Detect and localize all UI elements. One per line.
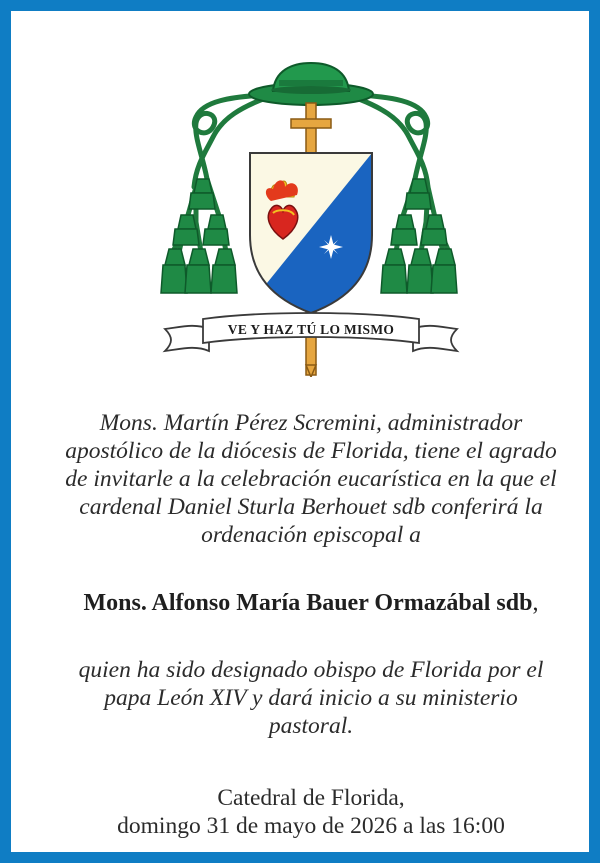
mission-line: pastoral. xyxy=(268,713,354,739)
honoree-name xyxy=(31,589,591,617)
intro-line: de invitarle a la celebración eucarística en la que el xyxy=(65,466,557,492)
galero-hat-icon xyxy=(249,63,373,105)
mission-line: quien ha sido designado obispo de Florida por el xyxy=(78,657,544,683)
event-details xyxy=(31,784,591,840)
shield xyxy=(246,147,376,317)
honoree-punct: , xyxy=(532,590,539,616)
tassel-icon xyxy=(381,179,457,293)
honoree-name-text: Mons. Alfonso María Bauer Ormazábal sdb xyxy=(83,590,533,616)
intro-line: Mons. Martín Pérez Scremini, administrador xyxy=(99,410,523,436)
invitation-intro xyxy=(31,409,591,549)
intro-line: cardenal Daniel Sturla Berhouet sdb conferirá la xyxy=(79,494,543,520)
coat-of-arms xyxy=(151,47,471,377)
event-datetime: domingo 31 de mayo de 2026 a las 16:00 xyxy=(117,813,505,839)
intro-line: ordenación episcopal a xyxy=(201,522,421,548)
motto-text: VE Y HAZ TÚ LO MISMO xyxy=(227,322,395,337)
intro-line: apostólico de la diócesis de Florida, tiene el agrado xyxy=(65,438,557,464)
mission-line: papa León XIV y dará inicio a su ministerio xyxy=(104,685,518,711)
event-venue: Catedral de Florida, xyxy=(217,785,405,811)
mission-text xyxy=(31,656,591,740)
